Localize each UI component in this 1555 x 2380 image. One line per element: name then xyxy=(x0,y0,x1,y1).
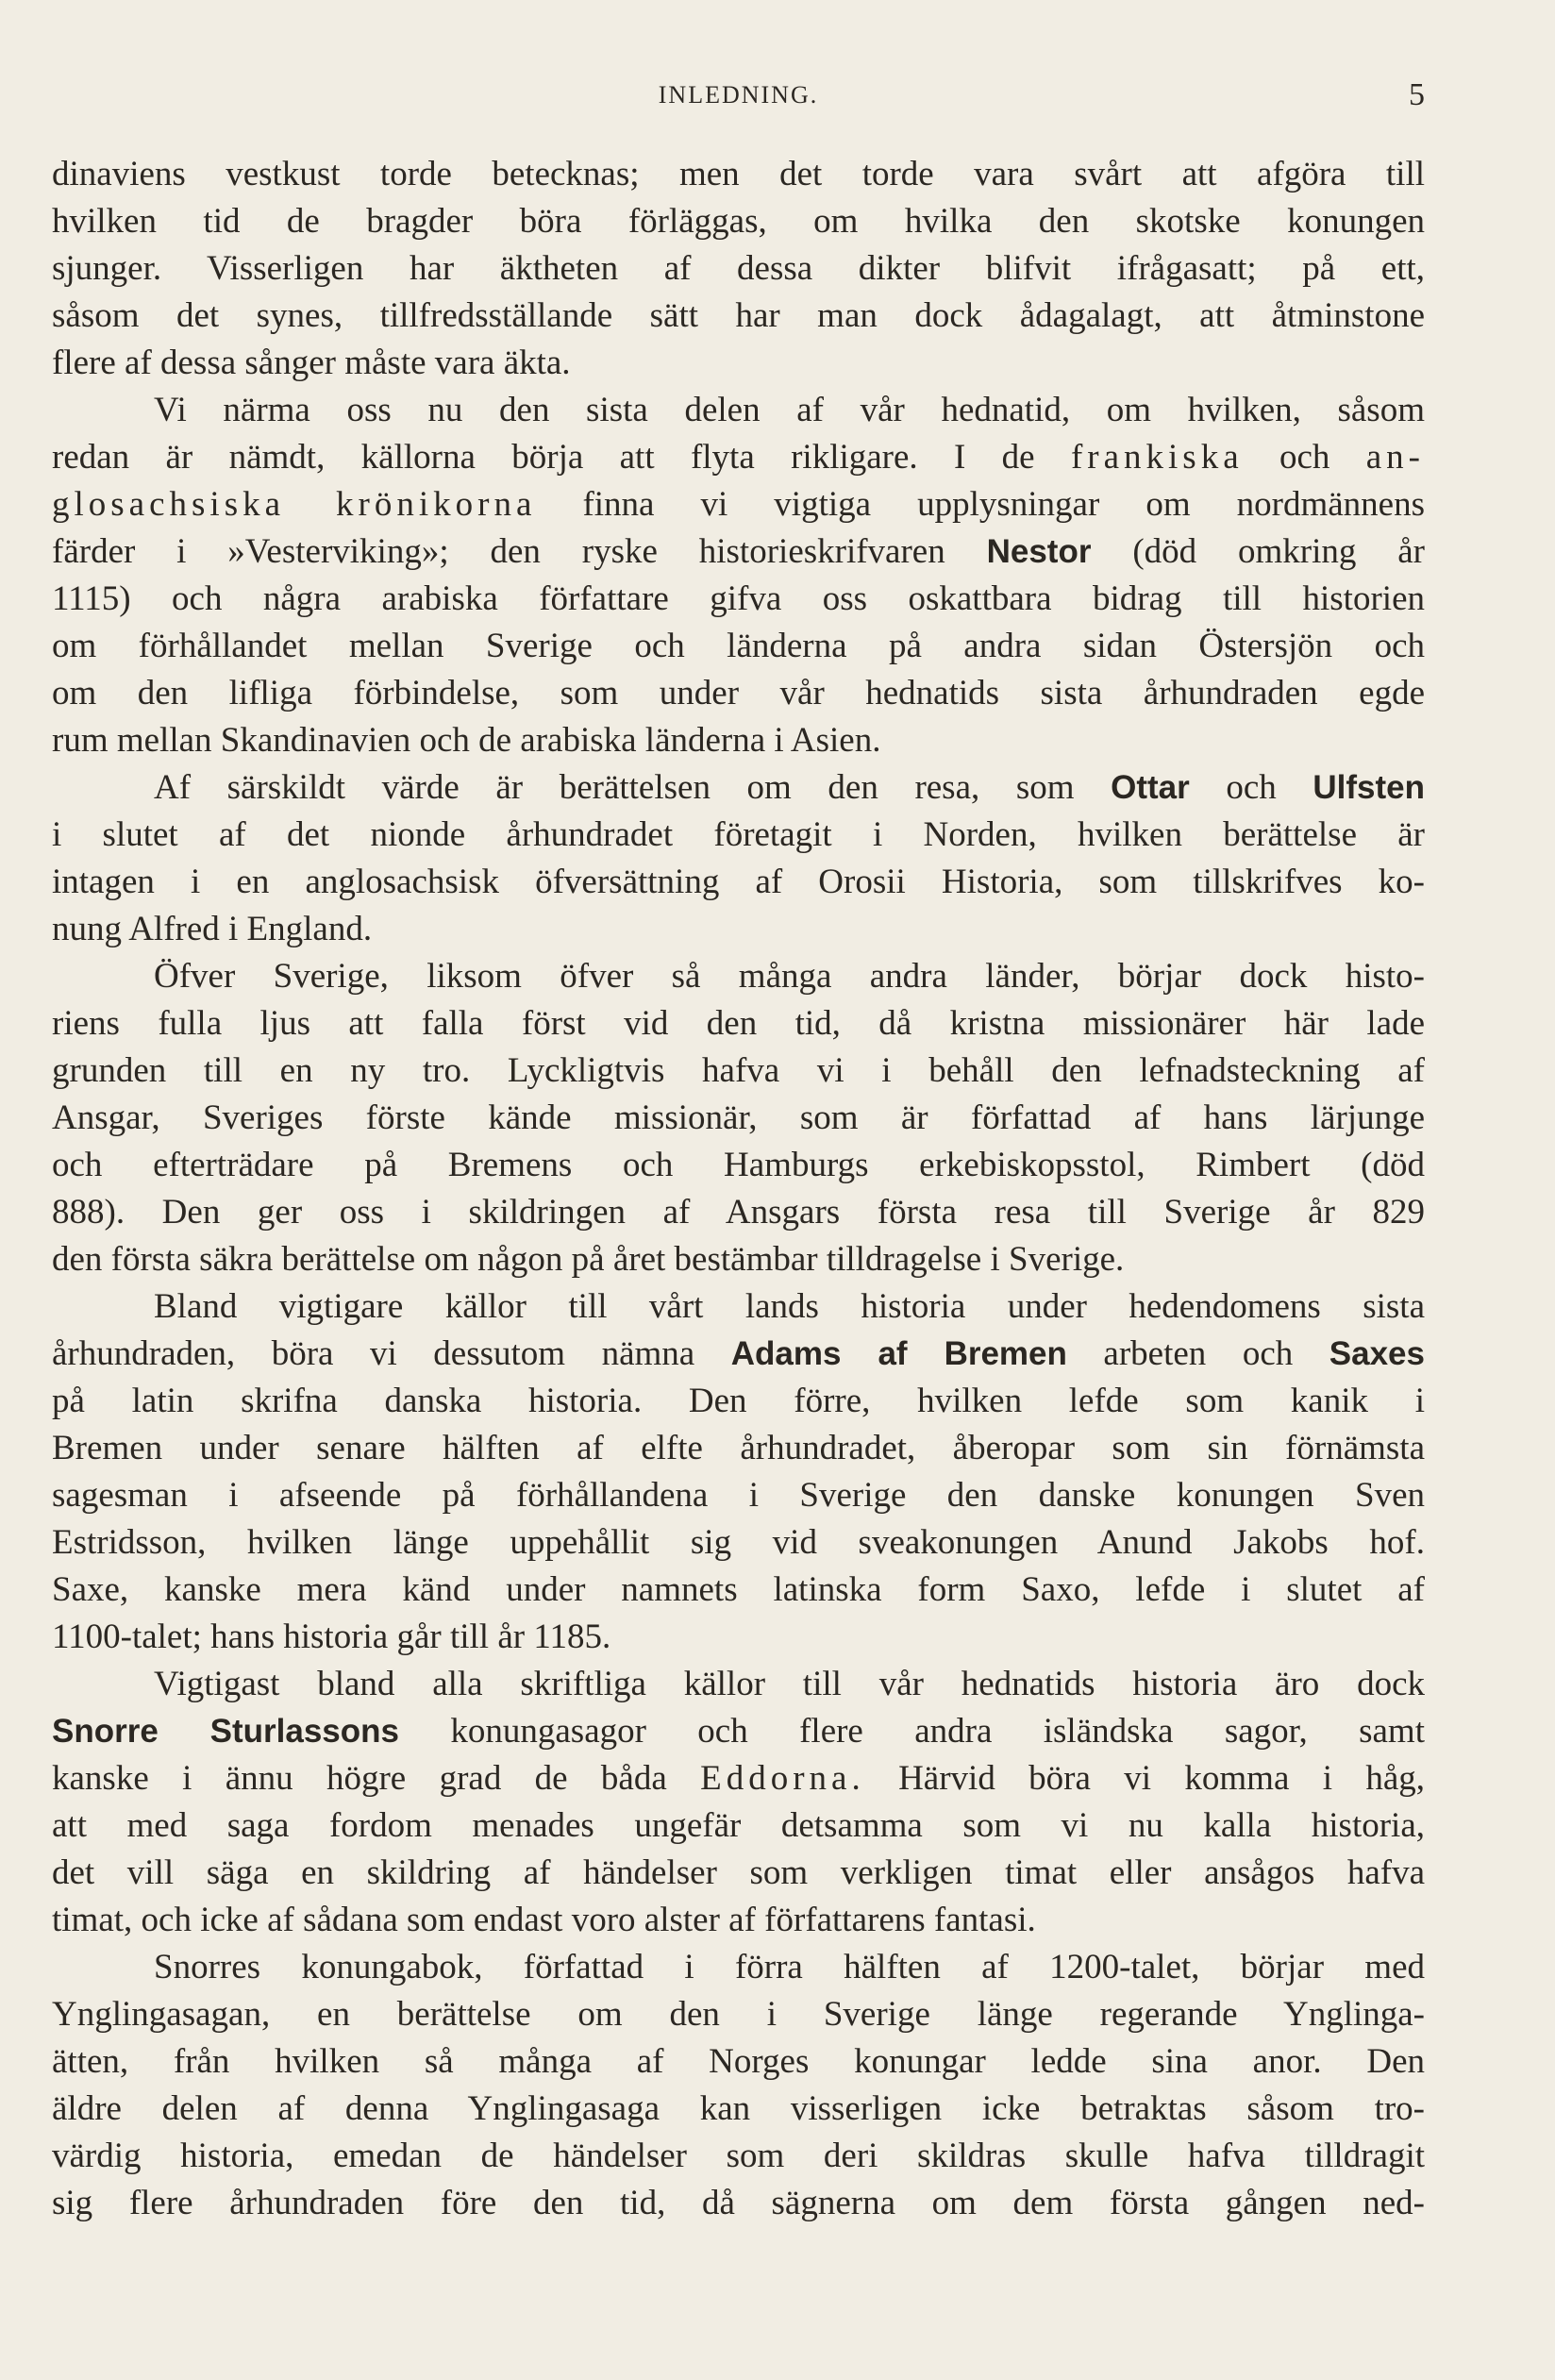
text-run: redan är nämdt, källorna börja att flyta rikligare. I de xyxy=(52,438,1071,477)
text-run: sjunger. Visserligen har äktheten af dessa dikter blifvit ifrågasatt; på ett, xyxy=(52,249,1425,288)
text-line xyxy=(52,764,1425,812)
text-run: finna vi vigtiga upplysningar om nordmännens xyxy=(536,485,1425,524)
text-run: intagen i en anglosachsisk öfversättning af Orosii Historia, som tillskrifves ko- xyxy=(52,863,1425,901)
text-line xyxy=(52,198,1425,245)
text-line xyxy=(52,1283,1425,1331)
text-line xyxy=(52,717,1425,764)
text-run: Snorres konungabok, författad i förra hälften af 1200-talet, börjar med xyxy=(154,1948,1425,1986)
text-line xyxy=(52,1331,1425,1378)
text-run: ätten, från hvilken så många af Norges konungar ledde sina anor. Den xyxy=(52,2042,1425,2081)
bold-name: Snorre Sturlassons xyxy=(52,1713,399,1750)
text-line xyxy=(52,859,1425,906)
bold-name: Nestor xyxy=(986,533,1092,570)
text-run: dinaviens vestkust torde betecknas; men det torde vara svårt att afgöra till xyxy=(52,155,1425,193)
text-line xyxy=(52,1425,1425,1472)
text-line xyxy=(52,481,1425,528)
text-line xyxy=(52,1944,1425,1991)
text-run: Vigtigast bland alla skriftliga källor till vår hednatids historia äro dock xyxy=(154,1665,1425,1703)
text-line xyxy=(52,293,1425,340)
text-run: arbeten och xyxy=(1066,1334,1329,1373)
text-line xyxy=(52,1000,1425,1048)
text-run: hvilken tid de bragder böra förläggas, om hvilka den skotske konungen xyxy=(52,202,1425,241)
text-run: såsom det synes, tillfredsställande sätt har man dock ådagalagt, att åtminstone xyxy=(52,296,1425,335)
text-run: Saxe, kanske mera känd under namnets latinska form Saxo, lefde i slutet af xyxy=(52,1570,1425,1609)
text-run: nung Alfred i England. xyxy=(52,910,373,948)
text-line xyxy=(52,1095,1425,1142)
text-line xyxy=(52,1614,1425,1661)
text-line xyxy=(52,623,1425,670)
bold-name: Saxes xyxy=(1329,1335,1425,1372)
text-run: grunden till en ny tro. Lyckligtvis hafva vi i behåll den lefnadsteckning af xyxy=(52,1051,1425,1090)
text-run: Ansgar, Sveriges förste kände missionär, som är författad af hans lärjunge xyxy=(52,1098,1425,1137)
running-head xyxy=(52,77,1425,119)
text-run: timat, och icke af sådana som endast voro alster af författarens fantasi. xyxy=(52,1901,1036,1939)
text-run: sig flere århundraden före den tid, då sägnerna om dem första gången ned- xyxy=(52,2184,1425,2222)
text-run: Af särskildt värde är berättelsen om den resa, som xyxy=(154,768,1112,807)
text-line xyxy=(52,1142,1425,1189)
text-run: i slutet af det nionde århundradet företagit i Norden, hvilken berättelse är xyxy=(52,815,1425,854)
text-run: (död omkring år xyxy=(1091,532,1425,571)
text-run: på latin skrifna danska historia. Den förre, hvilken lefde som kanik i xyxy=(52,1382,1425,1420)
text-run: den första säkra berättelse om någon på året bestämbar tilldragelse i Sverige. xyxy=(52,1240,1125,1279)
spaced-text: frankiska xyxy=(1070,438,1244,477)
text-line xyxy=(52,434,1425,481)
text-line xyxy=(52,1519,1425,1567)
text-line xyxy=(52,1567,1425,1614)
text-run: 1100-talet; hans historia går till år 1185. xyxy=(52,1617,611,1656)
running-title: INLEDNING. xyxy=(658,81,819,109)
text-line xyxy=(52,1755,1425,1802)
body-text xyxy=(52,151,1425,2227)
text-run: och efterträdare på Bremens och Hamburgs erkebiskopsstol, Rimbert (död xyxy=(52,1146,1425,1184)
text-line xyxy=(52,812,1425,859)
text-run: om förhållandet mellan Sverige och länderna på andra sidan Östersjön och xyxy=(52,627,1425,665)
spaced-text: an- xyxy=(1365,438,1425,477)
text-run: riens fulla ljus att falla först vid den tid, då kristna missionärer här lade xyxy=(52,1004,1425,1043)
text-line xyxy=(52,2038,1425,2086)
text-run: århundraden, böra vi dessutom nämna xyxy=(52,1334,731,1373)
text-line xyxy=(52,670,1425,717)
text-line xyxy=(52,1189,1425,1236)
text-line xyxy=(52,340,1425,387)
text-run: Estridsson, hvilken länge uppehållit sig vid sveakonungen Anund Jakobs hof. xyxy=(52,1523,1425,1562)
text-run: det vill säga en skildring af händelser som verkligen timat eller ansågos hafva xyxy=(52,1853,1425,1892)
text-run: Vi närma oss nu den sista delen af vår hednatid, om hvilken, såsom xyxy=(154,391,1425,429)
text-run: färder i »Vesterviking»; den ryske historieskrifvaren xyxy=(52,532,987,571)
text-run: 888). Den ger oss i skildringen af Ansgars första resa till Sverige år 829 xyxy=(52,1193,1425,1232)
text-line xyxy=(52,1048,1425,1095)
text-line xyxy=(52,1850,1425,1897)
text-line xyxy=(52,2180,1425,2227)
text-run: kanske i ännu högre grad de båda xyxy=(52,1759,701,1798)
spaced-text: Eddorna. xyxy=(700,1759,865,1798)
text-line xyxy=(52,906,1425,953)
text-run: och xyxy=(1243,438,1366,477)
text-line xyxy=(52,1708,1425,1755)
text-run: att med saga fordom menades ungefär detsamma som vi nu kalla historia, xyxy=(52,1806,1425,1845)
text-line xyxy=(52,1472,1425,1519)
page-number: 5 xyxy=(1409,77,1425,112)
text-run: Öfver Sverige, liksom öfver så många andra länder, börjar dock histo- xyxy=(154,957,1425,996)
text-run: Bland vigtigare källor till vårt lands historia under hedendomens sista xyxy=(154,1287,1425,1326)
text-run: och xyxy=(1189,768,1313,807)
text-line xyxy=(52,576,1425,623)
text-run: värdig historia, emedan de händelser som deri skildras skulle hafva tilldragit xyxy=(52,2137,1425,2175)
bold-name: Adams af Bremen xyxy=(730,1335,1067,1372)
text-line xyxy=(52,2086,1425,2133)
bold-name: Ottar xyxy=(1111,769,1190,806)
text-line xyxy=(52,387,1425,434)
text-run: konungasagor och flere andra isländska sagor, samt xyxy=(399,1712,1425,1751)
text-run: om den lifliga förbindelse, som under vår hednatids sista århundraden egde xyxy=(52,674,1425,712)
text-run: flere af dessa sånger måste vara äkta. xyxy=(52,344,571,382)
text-run: Bremen under senare hälften af elfte århundradet, åberopar som sin förnämsta xyxy=(52,1429,1425,1467)
text-line xyxy=(52,2133,1425,2180)
text-run: rum mellan Skandinavien och de arabiska länderna i Asien. xyxy=(52,721,881,760)
text-line xyxy=(52,1802,1425,1850)
text-line xyxy=(52,528,1425,576)
bold-name: Ulfsten xyxy=(1313,769,1425,806)
text-line xyxy=(52,1661,1425,1708)
text-run: 1115) och några arabiska författare gifva oss oskattbara bidrag till historien xyxy=(52,579,1425,618)
text-run: äldre delen af denna Ynglingasaga kan visserligen icke betraktas såsom tro- xyxy=(52,2089,1425,2128)
text-run: Ynglingasagan, en berättelse om den i Sverige länge regerande Ynglinga- xyxy=(52,1995,1425,2034)
text-run: sagesman i afseende på förhållandena i Sverige den danske konungen Sven xyxy=(52,1476,1425,1515)
text-line xyxy=(52,1991,1425,2038)
text-line xyxy=(52,151,1425,198)
spaced-text: glosachsiska krönikorna xyxy=(52,485,537,524)
text-line xyxy=(52,1236,1425,1283)
text-line xyxy=(52,1897,1425,1944)
text-run: Härvid böra vi komma i håg, xyxy=(864,1759,1426,1798)
text-line xyxy=(52,953,1425,1000)
text-line xyxy=(52,245,1425,293)
text-line xyxy=(52,1378,1425,1425)
